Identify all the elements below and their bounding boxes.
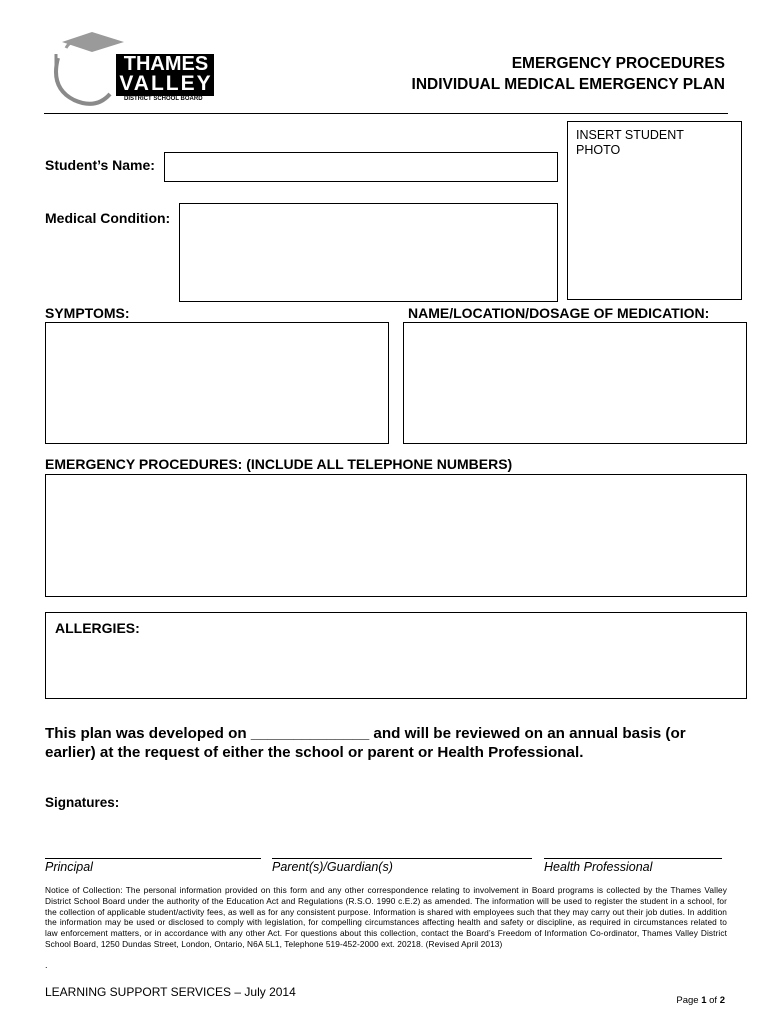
medical-condition-label: Medical Condition:	[45, 210, 171, 226]
plan-line-2: earlier) at the request of either the school or parent or Health Professional.	[45, 744, 584, 761]
page-total: 2	[719, 995, 725, 1006]
symptoms-label: SYMPTOMS:	[45, 305, 130, 321]
medical-condition-field[interactable]	[179, 203, 558, 302]
health-professional-label: Health Professional	[544, 860, 653, 874]
emergency-procedures-field[interactable]	[45, 474, 747, 597]
logo-text-board: DISTRICT SCHOOL BOARD	[124, 96, 203, 102]
parent-signature-line[interactable]	[272, 858, 532, 859]
header-divider	[44, 113, 728, 114]
page-prefix: Page	[676, 995, 702, 1006]
tvdsb-logo	[44, 28, 219, 108]
student-photo-box[interactable]	[567, 121, 742, 300]
medication-label: NAME/LOCATION/DOSAGE OF MEDICATION:	[408, 305, 710, 321]
emergency-procedures-label: EMERGENCY PROCEDURES: (INCLUDE ALL TELEPHONE NUMBERS)	[45, 456, 513, 472]
health-professional-signature-line[interactable]	[544, 858, 722, 859]
plan-statement	[45, 724, 686, 762]
student-name-field[interactable]	[164, 152, 558, 182]
logo-text-thames: THAMES	[123, 53, 209, 75]
title-line-1: EMERGENCY PROCEDURES	[511, 55, 725, 72]
principal-signature-line[interactable]	[45, 858, 261, 859]
page-of: of	[706, 995, 720, 1006]
allergies-field[interactable]	[45, 612, 747, 699]
logo-text-valley: VALLEY	[119, 72, 213, 95]
signatures-heading: Signatures:	[45, 795, 120, 810]
allergies-label: ALLERGIES:	[55, 620, 140, 636]
symptoms-field[interactable]	[45, 322, 389, 444]
plan-line-1: This plan was developed on ______________ and will be reviewed on an annual basis (or	[45, 725, 686, 742]
photo-placeholder-label: INSERT STUDENT PHOTO	[576, 128, 684, 157]
medication-field[interactable]	[403, 322, 747, 444]
page-title	[412, 53, 725, 95]
parent-guardian-label: Parent(s)/Guardian(s)	[272, 860, 393, 874]
page-number	[676, 995, 725, 1006]
page-current: 1	[701, 995, 707, 1006]
footer-department: LEARNING SUPPORT SERVICES – July 2014	[45, 985, 296, 999]
notice-of-collection: Notice of Collection: The personal information provided on this form and any other correspondence relating to involvement in Board programs is collected by the Thames Valley District School Board under the authority of the Education Act and Regulations (R.S.O. 1990 c.E.2) as amended. The information will be used to register the student in a school, for the collection of applicable student/activity fees, as well as for any consistent purpose. Information is shared with employees such that they may carry out their job duties. In addition the information may be used or disclosed to comply with legislation, for compelling circumstances affecting health and safety or discipline, as required in circumstances related to law enforcement matters, or in accordance with any other Act. For questions about this collection, contact the Board’s Freedom of Information Co-ordinator, Thames Valley District School Board, 1250 Dundas Street, London, Ontario, N6A 5L1, Telephone 519-452-2000 ext. 20218. (Revised April 2013)	[45, 885, 727, 949]
student-name-label: Student’s Name:	[45, 157, 155, 173]
principal-label: Principal	[45, 860, 93, 874]
title-line-2: INDIVIDUAL MEDICAL EMERGENCY PLAN	[411, 76, 725, 93]
notice-trailing-dot: .	[45, 960, 48, 970]
